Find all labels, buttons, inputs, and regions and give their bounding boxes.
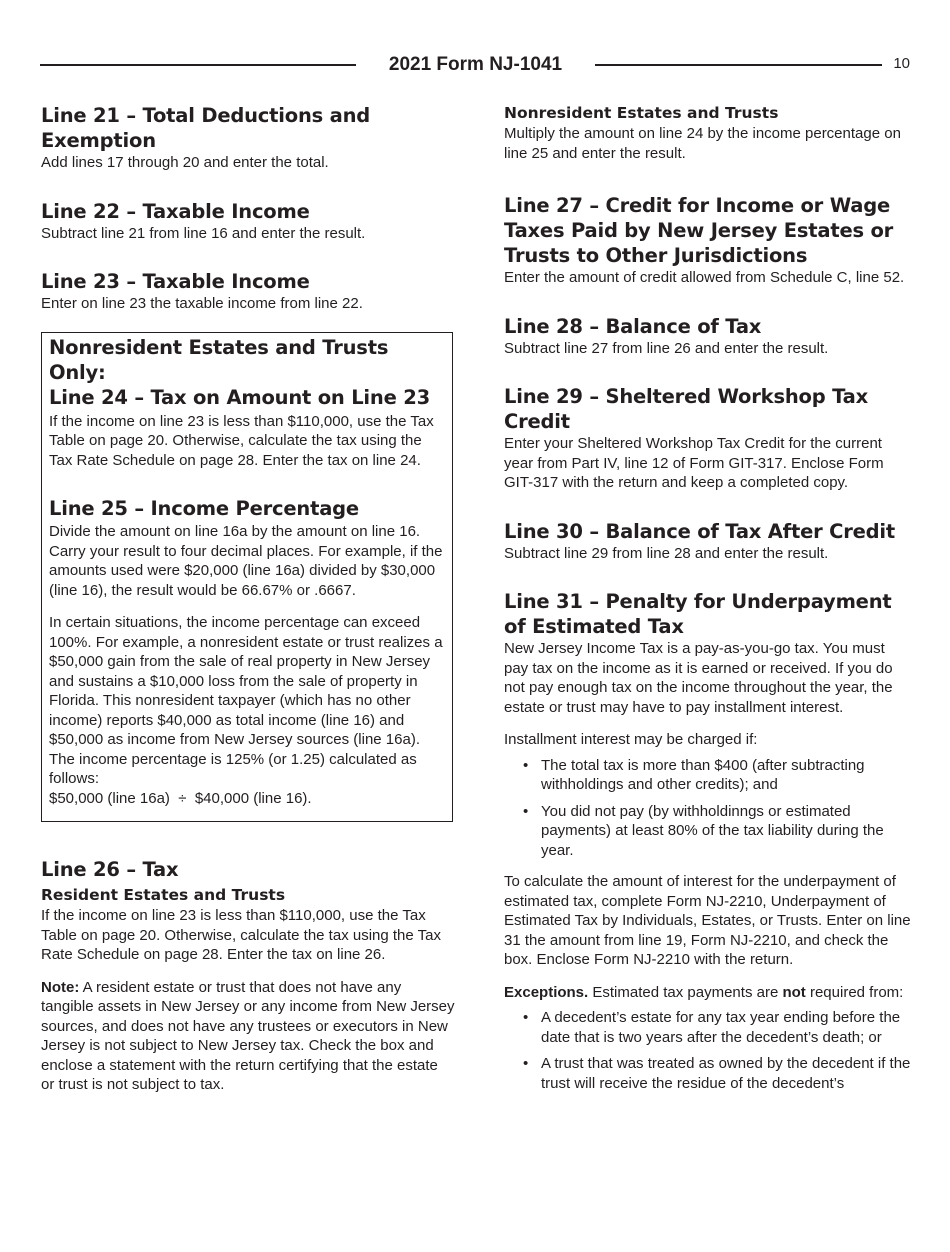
line25-formula: $50,000 (line 16a) ÷ $40,000 (line 16). [49,789,312,807]
list-item: • The total tax is more than $400 (after subtracting withholdings and other credits); and [541,756,912,795]
exceptions-list [504,1008,912,1093]
line21-section [41,103,455,173]
line30-text: Subtract line 29 from line 28 and enter the result. [504,544,829,562]
line23-heading: Line 23 – Taxable Income [41,270,310,293]
line31-section [504,589,912,1093]
line25-paragraph-1: Divide the amount on line 16a by the amount on line 16. Carry your result to four decimal places. For example, if the amounts used were $20,000 (line 16a) divided by $30,000 (line 16), the result would be 66.67% or .6667. [49,523,443,599]
list-item: • You did not pay (by withholdinngs or estimated payments) at least 80% of the tax liability during the year. [541,802,912,861]
note-label: Note: [41,978,80,996]
list-item: • A trust that was treated as owned by the decedent if the trust will receive the residue of the decedent’s [541,1054,912,1093]
line22-heading: Line 22 – Taxable Income [41,199,310,223]
line21-heading: Line 21 – Total Deductions and Exemption [41,104,371,152]
page-number: 10 [893,55,910,72]
line22-section [41,199,455,244]
line25-heading: Line 25 – Income Percentage [49,497,359,520]
line30-heading: Line 30 – Balance of Tax After Credit [504,519,896,543]
form-title: 2021 Form NJ-1041 [388,54,563,75]
exceptions-paragraph [504,983,912,1003]
header-rule-right [595,64,882,66]
line24-text: If the income on line 23 is less than $110,000, use the Tax Table on page 20. Otherwise, calculate the tax using the Tax Rate Schedule on page 28. Enter the tax on line 24. [49,412,434,469]
line29-section [504,384,912,493]
line26-section [41,857,455,1095]
nonresident-subheading: Nonresident Estates and Trusts [504,104,779,122]
line26-heading: Line 26 – Tax [41,858,179,881]
right-column [504,103,912,1100]
line23-section [41,269,455,314]
page-header [40,52,910,78]
installment-conditions-list [504,756,912,861]
line29-text: Enter your Sheltered Workshop Tax Credit for the current year from Part IV, line 12 of Form GIT-317. Enclose Form GIT-317 with the return and keep a completed copy. [504,435,884,491]
line22-text: Subtract line 21 from line 16 and enter the result. [41,224,366,242]
line25-paragraph-2: In certain situations, the income percentage can exceed 100%. For example, a nonresident estate or trust realizes a $50,000 gain from the sale of real property in New Jersey and sustains a $10,000 loss from the sale of property in Florida. This nonresident taxpayer (which has no other income) reports $40,000 as total income (line 16) and $50,000 as income from New Jersey sources (line 16a). The income percentage is 125% (or 1.25) calculated as follows: [49,614,443,787]
box-heading: Nonresident Estates and Trusts Only: [49,335,389,384]
header-rule-left [40,64,356,66]
note-text: A resident estate or trust that does not have any tangible assets in New Jersey or any income from New Jersey sources, and does not have any trustees or executors in New Jersey is not subject to New Jersey tax. Check the box and enclose a statement with the return certifying that the estate or trust is not subject to tax. [41,978,455,1093]
exceptions-text-post: required from: [805,983,904,1001]
exceptions-label: Exceptions. [504,983,589,1001]
line31-paragraph-3: To calculate the amount of interest for the underpayment of estimated tax, complete Form NJ-2210, Underpayment of Estimated Tax by Individuals, Estates, or Trusts. Enter on line 31 the amount from line 19, Form NJ-2210, and check the box. Enclose Form NJ-2210 with the return. [504,873,911,968]
line28-section [504,314,912,359]
left-column [41,103,455,1095]
line27-heading: Line 27 – Credit for Income or Wage Taxes Paid by New Jersey Estates or Trusts to Other Jurisdictions [504,194,894,267]
line30-section [504,519,912,564]
line23-text: Enter on line 23 the taxable income from line 22. [41,295,363,312]
exceptions-not: not [782,983,806,1001]
line28-heading: Line 28 – Balance of Tax [504,314,762,338]
list-item: • A decedent’s estate for any tax year ending before the date that is two years after the decedent’s death; or [541,1008,912,1047]
line29-heading: Line 29 – Sheltered Workshop Tax Credit [504,385,868,433]
line26-text: If the income on line 23 is less than $110,000, use the Tax Table on page 20. Otherwise, calculate the tax using the Tax Rate Schedule on page 28. Enter the tax on line 26. [41,907,441,963]
line31-paragraph-1: New Jersey Income Tax is a pay-as-you-go tax. You must pay tax on the income as it is earned or received. If you do not pay enough tax on the income throughout the year, the estate or trust may have to pay installment interest. [504,640,893,716]
line27-text: Enter the amount of credit allowed from Schedule C, line 52. [504,269,905,286]
line27-section [504,193,912,288]
nonresident-box [41,332,453,823]
line26-note [41,978,455,1095]
exceptions-text-pre: Estimated tax payments are [588,983,783,1001]
line28-text: Subtract line 27 from line 26 and enter the result. [504,339,829,357]
resident-subheading: Resident Estates and Trusts [41,886,286,904]
line31-heading: Line 31 – Penalty for Underpayment of Estimated Tax [504,590,892,638]
nonresident-text: Multiply the amount on line 24 by the income percentage on line 25 and enter the result. [504,125,901,162]
nonresident-section [504,103,912,163]
line21-text: Add lines 17 through 20 and enter the total. [41,154,329,171]
line31-paragraph-2: Installment interest may be charged if: [504,731,758,748]
line24-heading: Line 24 – Tax on Amount on Line 23 [49,385,430,409]
